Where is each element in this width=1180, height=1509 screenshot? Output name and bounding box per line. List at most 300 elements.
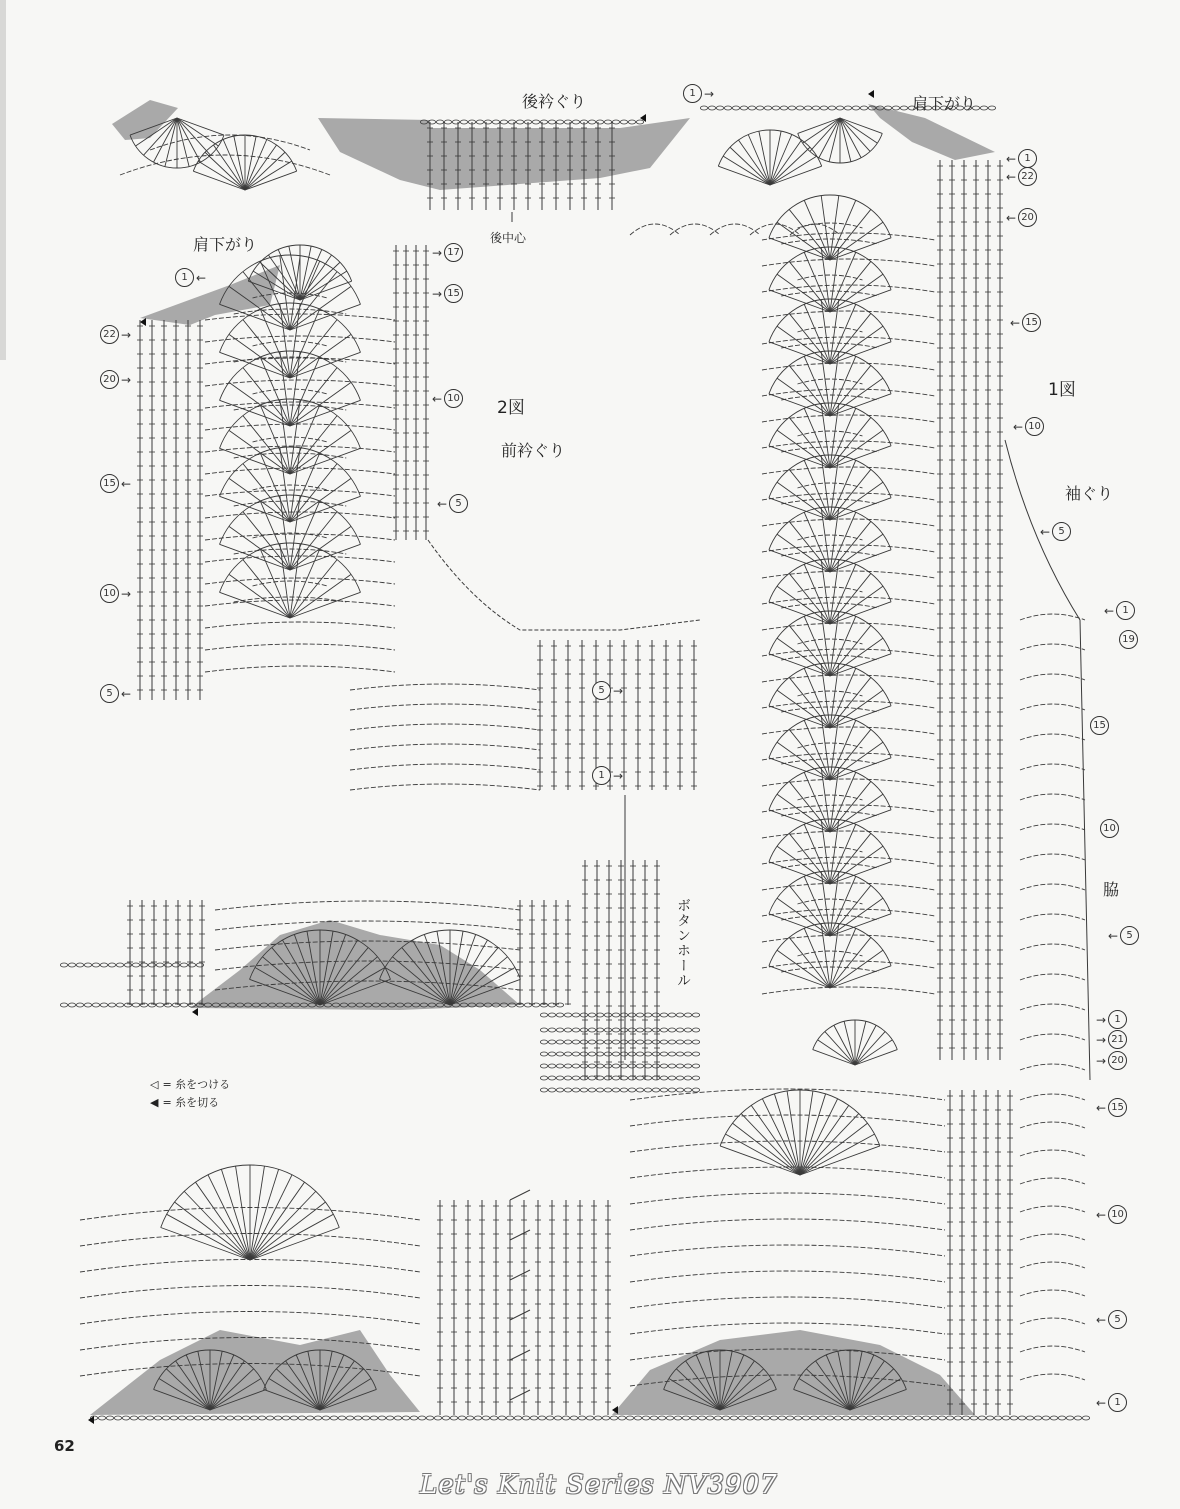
hem-side-chain bbox=[76, 963, 83, 967]
button-band-chain bbox=[556, 1028, 563, 1032]
bottom-base-chain bbox=[1018, 1416, 1025, 1420]
fig1-pineapple-fan-arc bbox=[769, 663, 891, 706]
fig1-pineapple-arch bbox=[798, 535, 863, 540]
bottom-right-arch bbox=[630, 1193, 945, 1204]
fig1-pineapple-arch bbox=[781, 707, 879, 712]
row-marker: 1 → bbox=[592, 766, 623, 785]
bottom-right-fan bbox=[800, 1123, 867, 1175]
button-band-chain bbox=[668, 1028, 675, 1032]
bottom-base-chain bbox=[986, 1416, 993, 1420]
bottom-base-chain bbox=[842, 1416, 849, 1420]
label-front-neckline: 前衿ぐり bbox=[501, 441, 566, 460]
bottom-base-chain bbox=[170, 1416, 177, 1420]
row-marker: → 17 bbox=[432, 243, 463, 262]
back-fan-right bbox=[730, 147, 770, 185]
bottom-base-chain bbox=[706, 1416, 713, 1420]
bottom-base-chain bbox=[802, 1416, 809, 1420]
button-band-chain bbox=[548, 1076, 555, 1080]
fig1-pineapple-arch bbox=[798, 639, 863, 644]
button-band-chain bbox=[572, 1028, 579, 1032]
button-band-chain bbox=[564, 1064, 571, 1068]
fig1-pineapple-arch bbox=[781, 239, 879, 244]
fig1-pineapple-arch bbox=[781, 915, 879, 920]
fig2-arch bbox=[205, 666, 395, 672]
bottom-base-chain bbox=[218, 1416, 225, 1420]
fig2-top-fan bbox=[278, 249, 300, 300]
bottom-base-chain bbox=[1058, 1416, 1065, 1420]
fig1-pineapple-fan-arc bbox=[769, 819, 891, 862]
button-band-chain bbox=[652, 1013, 659, 1017]
fig1-pineapple-fan-arc bbox=[769, 247, 891, 290]
bottom-base-chain bbox=[602, 1416, 609, 1420]
fig1-pineapple-arch bbox=[798, 379, 863, 384]
bottom-base-chain bbox=[346, 1416, 353, 1420]
row-marker: 10 → bbox=[100, 584, 131, 603]
hem-shade-bottom-right bbox=[612, 1330, 975, 1415]
button-band-chain bbox=[628, 1088, 635, 1092]
bottom-base-chain bbox=[322, 1416, 329, 1420]
bottom-base-chain bbox=[994, 1416, 1001, 1420]
label-buttonhole: ボタンホール bbox=[675, 898, 691, 988]
button-band-chain bbox=[604, 1088, 611, 1092]
hem-side-chain bbox=[92, 963, 99, 967]
button-band-chain bbox=[580, 1076, 587, 1080]
hem-base-chain bbox=[116, 1003, 123, 1007]
fig2-arch bbox=[205, 578, 395, 584]
fig1-pineapple-arch bbox=[781, 863, 879, 868]
hem-base-chain bbox=[180, 1003, 187, 1007]
fig2-lower-arch bbox=[350, 724, 540, 730]
button-band-chain bbox=[588, 1028, 595, 1032]
button-band-chain bbox=[588, 1088, 595, 1092]
bottom-base-chain bbox=[474, 1416, 481, 1420]
bottom-left-arch bbox=[80, 1260, 420, 1273]
fig2-lower-arch bbox=[350, 764, 540, 770]
button-band-chain bbox=[684, 1076, 691, 1080]
row-marker: 5 → bbox=[592, 681, 623, 700]
bottom-base-chain bbox=[98, 1416, 105, 1420]
bottom-base-chain bbox=[898, 1416, 905, 1420]
button-band-chain bbox=[572, 1013, 579, 1017]
row-marker: 19 bbox=[1119, 630, 1138, 649]
button-band-chain bbox=[668, 1013, 675, 1017]
button-band-chain bbox=[668, 1076, 675, 1080]
button-band-chain bbox=[540, 1013, 547, 1017]
button-band-chain bbox=[668, 1040, 675, 1044]
fig2-arch bbox=[205, 336, 395, 342]
thread-cut-marker bbox=[140, 318, 146, 326]
bottom-base-chain bbox=[138, 1416, 145, 1420]
bottom-base-chain bbox=[922, 1416, 929, 1420]
bottom-base-chain bbox=[434, 1416, 441, 1420]
hem-base-chain bbox=[156, 1003, 163, 1007]
back-top-chain bbox=[844, 106, 851, 110]
back-fan-right bbox=[770, 147, 810, 185]
button-band-chain bbox=[540, 1052, 547, 1056]
button-band-chain bbox=[604, 1064, 611, 1068]
back-top-chain bbox=[788, 106, 795, 110]
back-top-chain bbox=[780, 106, 787, 110]
back-top-chain bbox=[988, 106, 995, 110]
bottom-base-chain bbox=[274, 1416, 281, 1420]
row-marker: → 1 bbox=[1096, 1010, 1127, 1029]
bottom-base-chain bbox=[850, 1416, 857, 1420]
button-band-chain bbox=[564, 1088, 571, 1092]
bottom-base-chain bbox=[690, 1416, 697, 1420]
side-lower-arch bbox=[1020, 1374, 1085, 1380]
hem-side-chain bbox=[132, 963, 139, 967]
row-marker: ← 22 bbox=[1006, 167, 1037, 186]
bottom-base-chain bbox=[450, 1416, 457, 1420]
hem-side-chain bbox=[156, 963, 163, 967]
fig2-lower-arch bbox=[350, 704, 540, 710]
button-band-chain bbox=[612, 1013, 619, 1017]
back-neckline-chain bbox=[484, 120, 491, 124]
fig2-lower-arch bbox=[350, 744, 540, 750]
row-marker: 15 bbox=[1090, 716, 1109, 735]
row-marker: ← 5 bbox=[1096, 1310, 1127, 1329]
back-neckline-chain bbox=[460, 120, 467, 124]
bottom-right-fan bbox=[800, 1114, 859, 1175]
button-band-chain bbox=[548, 1013, 555, 1017]
row-marker: 15 ← bbox=[100, 474, 131, 493]
bottom-base-chain bbox=[266, 1416, 273, 1420]
label-side: 脇 bbox=[1103, 880, 1120, 899]
bottom-base-chain bbox=[410, 1416, 417, 1420]
back-neckline-chain bbox=[500, 120, 507, 124]
bottom-base-chain bbox=[1066, 1416, 1073, 1420]
side-arch bbox=[1020, 854, 1085, 860]
row-marker: ← 1 bbox=[1096, 1393, 1127, 1412]
button-band-chain bbox=[628, 1076, 635, 1080]
button-band-chain bbox=[540, 1076, 547, 1080]
bottom-base-chain bbox=[794, 1416, 801, 1420]
fig2-pineapple-arch bbox=[234, 453, 347, 458]
bottom-base-chain bbox=[330, 1416, 337, 1420]
bottom-base-chain bbox=[234, 1416, 241, 1420]
bottom-left-fan bbox=[184, 1191, 250, 1260]
row-marker: 1 ← bbox=[175, 268, 206, 287]
back-neckline-chain bbox=[476, 120, 483, 124]
button-band-chain bbox=[628, 1028, 635, 1032]
bottom-base-chain bbox=[1042, 1416, 1049, 1420]
bottom-diag bbox=[510, 1190, 530, 1200]
back-top-chain bbox=[900, 106, 907, 110]
legend bbox=[150, 1076, 230, 1112]
back-neckline-chain bbox=[588, 120, 595, 124]
bottom-base-chain bbox=[146, 1416, 153, 1420]
button-band-chain bbox=[676, 1052, 683, 1056]
back-fan bbox=[177, 118, 224, 135]
button-band-chain bbox=[556, 1076, 563, 1080]
back-top-chain bbox=[860, 106, 867, 110]
button-band-chain bbox=[636, 1052, 643, 1056]
bottom-base-chain bbox=[514, 1416, 521, 1420]
back-neckline-chain bbox=[492, 120, 499, 124]
row-marker: 5 ← bbox=[100, 684, 131, 703]
back-top-chain bbox=[820, 106, 827, 110]
bottom-base-chain bbox=[954, 1416, 961, 1420]
back-neckline-chain bbox=[508, 120, 515, 124]
button-band-chain bbox=[628, 1064, 635, 1068]
bottom-right-arch bbox=[630, 1219, 945, 1230]
bottom-base-chain bbox=[778, 1416, 785, 1420]
bottom-base-chain bbox=[418, 1416, 425, 1420]
bottom-base-chain bbox=[442, 1416, 449, 1420]
side-arch bbox=[1020, 704, 1085, 710]
label-back-neckline: 後衿ぐり bbox=[522, 92, 587, 111]
side-arch bbox=[1020, 764, 1085, 770]
button-band-chain bbox=[660, 1088, 667, 1092]
button-band-chain bbox=[612, 1076, 619, 1080]
row-marker: ← 1 bbox=[1006, 149, 1037, 168]
bottom-base-chain bbox=[962, 1416, 969, 1420]
button-band-chain bbox=[660, 1076, 667, 1080]
button-band-chain bbox=[580, 1088, 587, 1092]
hem-side-chain bbox=[60, 963, 67, 967]
hem-base-chain bbox=[556, 1003, 563, 1007]
page-number: 62 bbox=[54, 1437, 75, 1455]
button-band-chain bbox=[548, 1052, 555, 1056]
button-band-chain bbox=[556, 1052, 563, 1056]
back-fan-right bbox=[748, 134, 770, 185]
fig2-arch bbox=[205, 358, 395, 364]
button-band-chain bbox=[588, 1052, 595, 1056]
bottom-base-chain bbox=[946, 1416, 953, 1420]
bottom-base-chain bbox=[538, 1416, 545, 1420]
back-neckline-chain bbox=[572, 120, 579, 124]
fig1-pineapple-fan-arc bbox=[769, 351, 891, 394]
bottom-base-chain bbox=[154, 1416, 161, 1420]
bottom-base-chain bbox=[930, 1416, 937, 1420]
button-band-chain bbox=[652, 1040, 659, 1044]
fig1-pineapple-arch bbox=[798, 483, 863, 488]
back-fan bbox=[205, 152, 245, 190]
back-neckline-chain bbox=[452, 120, 459, 124]
side-arch bbox=[1020, 734, 1085, 740]
button-band-chain bbox=[556, 1088, 563, 1092]
legend-attach-text: = 糸をつける bbox=[162, 1078, 231, 1091]
row-marker: → 21 bbox=[1096, 1030, 1127, 1049]
button-band-chain bbox=[676, 1064, 683, 1068]
fig1-pineapple-fan-arc bbox=[769, 715, 891, 758]
button-band-chain bbox=[676, 1013, 683, 1017]
bottom-base-chain bbox=[786, 1416, 793, 1420]
fig2-arch bbox=[205, 622, 395, 628]
bottom-base-chain bbox=[314, 1416, 321, 1420]
row-marker: ← 10 bbox=[1096, 1205, 1127, 1224]
label-shoulder-slope-right: 肩下がり bbox=[912, 94, 977, 113]
button-band-chain bbox=[692, 1076, 699, 1080]
fig1-pineapple-arch bbox=[781, 967, 879, 972]
label-armhole: 袖ぐり bbox=[1065, 484, 1114, 503]
bottom-base-chain bbox=[1010, 1416, 1017, 1420]
fig1-pineapple-arch bbox=[781, 603, 879, 608]
button-band-chain bbox=[684, 1013, 691, 1017]
back-neckline-chain bbox=[436, 120, 443, 124]
button-band-chain bbox=[572, 1064, 579, 1068]
hem-side-chain bbox=[140, 963, 147, 967]
side-arch bbox=[1020, 1034, 1085, 1040]
bottom-left-fan bbox=[250, 1191, 316, 1260]
row-marker: ← 20 bbox=[1006, 208, 1037, 227]
fig2-lower-arch bbox=[350, 684, 540, 690]
bottom-base-chain bbox=[650, 1416, 657, 1420]
back-top-chain bbox=[980, 106, 987, 110]
button-band-chain bbox=[604, 1076, 611, 1080]
bottom-base-chain bbox=[874, 1416, 881, 1420]
bottom-right-arch bbox=[630, 1245, 945, 1256]
button-band-chain bbox=[676, 1028, 683, 1032]
fig1-pineapple-arch bbox=[798, 951, 863, 956]
button-band-chain bbox=[668, 1052, 675, 1056]
bottom-diag bbox=[510, 1310, 530, 1320]
side-lower-arch bbox=[1020, 1122, 1085, 1128]
hem-base-chain bbox=[524, 1003, 531, 1007]
bottom-base-chain bbox=[426, 1416, 433, 1420]
bottom-base-chain bbox=[738, 1416, 745, 1420]
fig1-pineapple-arch bbox=[798, 431, 863, 436]
bottom-base-chain bbox=[682, 1416, 689, 1420]
button-band-chain bbox=[660, 1040, 667, 1044]
bottom-base-chain bbox=[458, 1416, 465, 1420]
bottom-base-chain bbox=[306, 1416, 313, 1420]
bottom-base-chain bbox=[906, 1416, 913, 1420]
bottom-base-chain bbox=[618, 1416, 625, 1420]
row-marker: ← 5 bbox=[1108, 926, 1139, 945]
bottom-base-chain bbox=[586, 1416, 593, 1420]
bottom-base-chain bbox=[1082, 1416, 1089, 1420]
bottom-left-fan bbox=[250, 1182, 304, 1260]
bottom-base-chain bbox=[466, 1416, 473, 1420]
back-arch bbox=[120, 155, 330, 175]
row-marker: 1 → bbox=[683, 84, 714, 103]
button-band-chain bbox=[548, 1064, 555, 1068]
label-figure-1: 1図 bbox=[1048, 380, 1076, 400]
button-band-chain bbox=[612, 1052, 619, 1056]
bottom-right-arch bbox=[630, 1271, 945, 1282]
back-top-chain bbox=[892, 106, 899, 110]
bottom-base-chain bbox=[698, 1416, 705, 1420]
bottom-base-chain bbox=[130, 1416, 137, 1420]
bottom-left-arch bbox=[80, 1286, 420, 1299]
button-band-chain bbox=[652, 1052, 659, 1056]
button-band-chain bbox=[604, 1052, 611, 1056]
hem-base-chain bbox=[532, 1003, 539, 1007]
bottom-right-arch bbox=[630, 1115, 945, 1126]
button-band-chain bbox=[660, 1013, 667, 1017]
button-band-chain bbox=[628, 1052, 635, 1056]
bottom-base-chain bbox=[658, 1416, 665, 1420]
fig1-pineapple-arch bbox=[781, 551, 879, 556]
bottom-base-chain bbox=[202, 1416, 209, 1420]
side-arch bbox=[1020, 794, 1085, 800]
bottom-base-chain bbox=[1034, 1416, 1041, 1420]
button-band-chain bbox=[604, 1040, 611, 1044]
button-band-chain bbox=[692, 1052, 699, 1056]
fig1-pineapple-fan-arc bbox=[769, 871, 891, 914]
fig1-pineapple-arch bbox=[781, 759, 879, 764]
left-shoulder-shade bbox=[140, 265, 280, 325]
fig2-arch bbox=[205, 534, 395, 540]
bottom-base-chain bbox=[402, 1416, 409, 1420]
button-band-chain bbox=[660, 1028, 667, 1032]
hem-base-chain bbox=[100, 1003, 107, 1007]
hem-base-chain bbox=[108, 1003, 115, 1007]
back-neckline-chain bbox=[564, 120, 571, 124]
bottom-base-chain bbox=[914, 1416, 921, 1420]
bottom-base-chain bbox=[714, 1416, 721, 1420]
bottom-base-chain bbox=[762, 1416, 769, 1420]
bottom-base-chain bbox=[498, 1416, 505, 1420]
back-neckline-shade bbox=[318, 118, 690, 190]
hem-base-chain bbox=[60, 1003, 67, 1007]
back-neckline-chain bbox=[604, 120, 611, 124]
button-band-chain bbox=[580, 1028, 587, 1032]
side-lower-arch bbox=[1020, 1178, 1085, 1184]
bottom-diag bbox=[510, 1350, 530, 1360]
bottom-base-chain bbox=[834, 1416, 841, 1420]
button-band-chain bbox=[580, 1040, 587, 1044]
back-neckline-chain bbox=[628, 120, 635, 124]
bottom-base-chain bbox=[370, 1416, 377, 1420]
side-lower-arch bbox=[1020, 1262, 1085, 1268]
bottom-base-chain bbox=[562, 1416, 569, 1420]
button-band-chain bbox=[660, 1064, 667, 1068]
fig1-arch bbox=[762, 987, 935, 994]
back-top-chain bbox=[836, 106, 843, 110]
back-neckline-chain bbox=[596, 120, 603, 124]
button-band-chain bbox=[684, 1088, 691, 1092]
bottom-base-chain bbox=[826, 1416, 833, 1420]
hem-side-chain bbox=[196, 963, 203, 967]
fig1-pineapple-fan-arc bbox=[769, 559, 891, 602]
fig1-pineapple-fan-arc bbox=[769, 195, 891, 238]
fig1-pineapple-arch bbox=[781, 343, 879, 348]
bottom-left-fan bbox=[175, 1202, 250, 1260]
button-band-chain bbox=[692, 1064, 699, 1068]
bottom-base-chain bbox=[722, 1416, 729, 1420]
hem-side-chain bbox=[172, 963, 179, 967]
side-arch bbox=[1020, 914, 1085, 920]
button-band-chain bbox=[684, 1040, 691, 1044]
button-band-chain bbox=[668, 1064, 675, 1068]
button-band-chain bbox=[564, 1013, 571, 1017]
fig1-pineapple-fan-arc bbox=[769, 299, 891, 342]
fig1-pineapple-fan-arc bbox=[769, 507, 891, 550]
fig1-pineapple-arch bbox=[798, 743, 863, 748]
bottom-base-chain bbox=[258, 1416, 265, 1420]
bottom-base-chain bbox=[634, 1416, 641, 1420]
button-band-chain bbox=[692, 1013, 699, 1017]
bottom-base-chain bbox=[290, 1416, 297, 1420]
button-band-chain bbox=[620, 1088, 627, 1092]
hem-side-chain bbox=[84, 963, 91, 967]
row-marker: ← 5 bbox=[437, 494, 468, 513]
hem-base-chain bbox=[84, 1003, 91, 1007]
bottom-base-chain bbox=[298, 1416, 305, 1420]
button-band-chain bbox=[588, 1076, 595, 1080]
row-marker: → 15 bbox=[432, 284, 463, 303]
button-band-chain bbox=[580, 1052, 587, 1056]
bottom-base-chain bbox=[626, 1416, 633, 1420]
hem-side-chain bbox=[188, 963, 195, 967]
bottom-base-chain bbox=[1050, 1416, 1057, 1420]
button-band-chain bbox=[636, 1040, 643, 1044]
button-band-chain bbox=[628, 1040, 635, 1044]
button-band-chain bbox=[588, 1013, 595, 1017]
back-top-chain bbox=[716, 106, 723, 110]
